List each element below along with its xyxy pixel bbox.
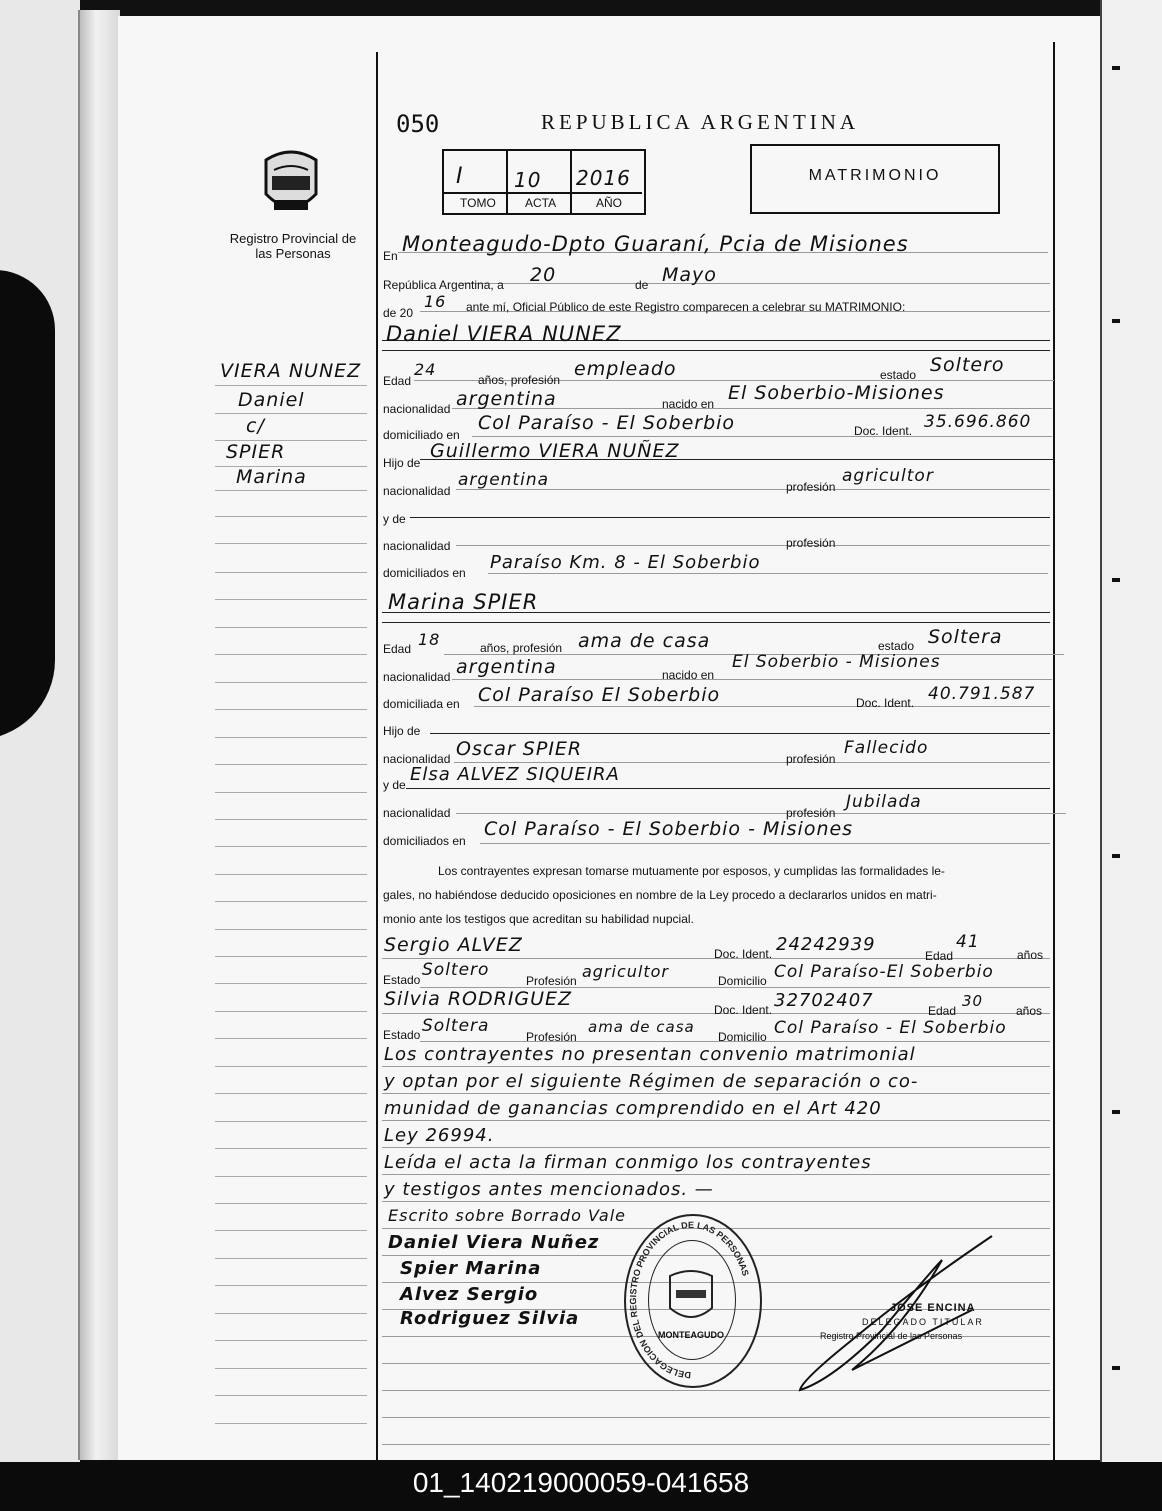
signature-witness-1: Alvez Sergio (400, 1284, 539, 1305)
bride-nationality: argentina (456, 656, 557, 678)
page-background-left (0, 0, 80, 1470)
misiones-coat-of-arms-icon (260, 146, 322, 222)
next-page-edge (1100, 0, 1162, 1470)
note-line-7: Escrito sobre Borrado Vale (388, 1206, 626, 1225)
intro-text: ante mí, Oficial Público de este Registro comparecen a celebrar su MATRIMONIO: (466, 300, 906, 314)
margin-surname: VIERA NUNEZ (220, 360, 362, 382)
edge-mark (1112, 319, 1120, 323)
groom-profession: empleado (574, 358, 677, 380)
bride-age: 18 (418, 630, 441, 649)
groom-father-nationality: argentina (458, 470, 550, 490)
bride-domicile: Col Paraíso El Soberbio (478, 684, 721, 706)
witness-1-profession: agricultor (582, 962, 670, 981)
margin-divider (376, 52, 378, 1460)
witness-1-document: 24242939 (776, 934, 876, 955)
scan-shadow (0, 270, 55, 740)
note-line-2: y optan por el siguiente Régimen de separación o co- (384, 1071, 919, 1092)
margin-conjunction: c/ (246, 415, 265, 437)
bride-father: Oscar SPIER (456, 738, 583, 760)
top-edge (80, 0, 1162, 16)
scan-footer-code: 01_140219000059-041658 (0, 1462, 1162, 1511)
witness-2-profession: ama de casa (588, 1018, 695, 1036)
signature-groom: Daniel Viera Nuñez (388, 1232, 600, 1253)
groom-nationality: argentina (456, 388, 557, 410)
declaration-line-1: Los contrayentes expresan tomarse mutuamente por esposos, y cumplidas las formalidades le- (438, 864, 945, 878)
act-number: 050 (396, 110, 440, 138)
bride-mother: Elsa ALVEZ SIQUEIRA (410, 764, 620, 785)
witness-2-status: Soltera (422, 1016, 490, 1036)
groom-domicile: Col Paraíso - El Soberbio (478, 412, 736, 434)
celebration-year: 16 (424, 292, 447, 311)
groom-document: 35.696.860 (924, 412, 1032, 432)
signature-bride: Spier Marina (400, 1258, 542, 1279)
edge-mark (1112, 66, 1120, 70)
bride-parents-domicile: Col Paraíso - El Soberbio - Misiones (484, 818, 854, 840)
groom-birthplace: El Soberbio-Misiones (728, 382, 945, 404)
witness-1-age: 41 (956, 932, 980, 952)
margin-spouse-surname: SPIER (226, 441, 286, 463)
note-line-1: Los contrayentes no presentan convenio matrimonial (384, 1044, 916, 1065)
edge-mark (1112, 854, 1120, 858)
witness-2-domicile: Col Paraíso - El Soberbio (774, 1018, 1007, 1038)
witness-1-name: Sergio ALVEZ (384, 934, 523, 956)
bride-father-profession: Fallecido (844, 738, 929, 758)
margin-spouse-name: Marina (236, 466, 307, 488)
groom-father: Guillermo VIERA NUÑEZ (430, 440, 680, 462)
note-line-5: Leída el acta la firman conmigo los contrayentes (384, 1152, 872, 1173)
official-name: JOSE ENCINA (890, 1302, 976, 1314)
bride-document: 40.791.587 (928, 684, 1036, 704)
signature-witness-2: Rodriguez Silvia (400, 1308, 580, 1329)
groom-age: 24 (414, 360, 437, 379)
note-line-6: y testigos antes mencionados. — (384, 1179, 714, 1200)
edge-mark (1112, 1366, 1120, 1370)
svg-text:DELEGACION DEL REGISTRO PROVIN: DELEGACION DEL REGISTRO PROVINCIAL DE LAS PERSONAS (628, 1219, 751, 1381)
bride-name: Marina SPIER (388, 590, 539, 614)
official-registry: Registro Provincial de las Personas (820, 1331, 963, 1341)
seal-center-text: MONTEAGUDO (658, 1330, 724, 1340)
groom-father-profession: agricultor (842, 466, 934, 486)
anio-value: 2016 (576, 166, 631, 190)
witness-1-status: Soltero (422, 960, 490, 980)
registry-label: Registro Provincial de las Personas (229, 231, 357, 261)
book-binding (78, 10, 120, 1460)
acta-label: ACTA (525, 196, 557, 210)
celebration-place: Monteagudo-Dpto Guaraní, Pcia de Misiones (402, 232, 909, 256)
bride-status: Soltera (928, 626, 1003, 648)
groom-status: Soltero (930, 354, 1005, 376)
bride-mother-profession: Jubilada (846, 792, 922, 812)
witness-2-age: 30 (962, 992, 984, 1010)
anio-label: AÑO (596, 196, 623, 210)
tomo-label: TOMO (460, 196, 496, 210)
edge-mark (1112, 578, 1120, 582)
edge-mark (1112, 1110, 1120, 1114)
witness-1-domicile: Col Paraíso-El Soberbio (774, 962, 994, 982)
declaration-line-2: gales, no habiéndose deducido oposiciones en nombre de la Ley procedo a declararlos unidos en matri- (383, 888, 937, 902)
groom-parents-domicile: Paraíso Km. 8 - El Soberbio (490, 552, 761, 573)
document-type: MATRIMONIO (808, 167, 942, 184)
note-line-3: munidad de ganancias comprendido en el Art 420 (384, 1098, 882, 1119)
margin-given-name: Daniel (238, 389, 305, 411)
bride-profession: ama de casa (578, 630, 711, 652)
tomo-value: I (456, 164, 464, 189)
acta-value: 10 (514, 168, 542, 192)
witness-2-name: Silvia RODRIGUEZ (384, 988, 573, 1010)
declaration-line-3: monio ante los testigos que acreditan su habilidad nupcial. (383, 912, 694, 926)
celebration-month: Mayo (662, 264, 717, 286)
witness-2-document: 32702407 (774, 990, 874, 1011)
note-line-4: Ley 26994. (384, 1125, 495, 1146)
seal-ring-text (624, 1214, 758, 1384)
celebration-day: 20 (530, 264, 557, 286)
official-title: DELEGADO TITULAR (862, 1317, 984, 1327)
bride-birthplace: El Soberbio - Misiones (732, 652, 941, 672)
groom-name: Daniel VIERA NUNEZ (386, 322, 622, 346)
right-border (1053, 42, 1055, 1460)
country-title: REPUBLICA ARGENTINA (541, 110, 860, 134)
